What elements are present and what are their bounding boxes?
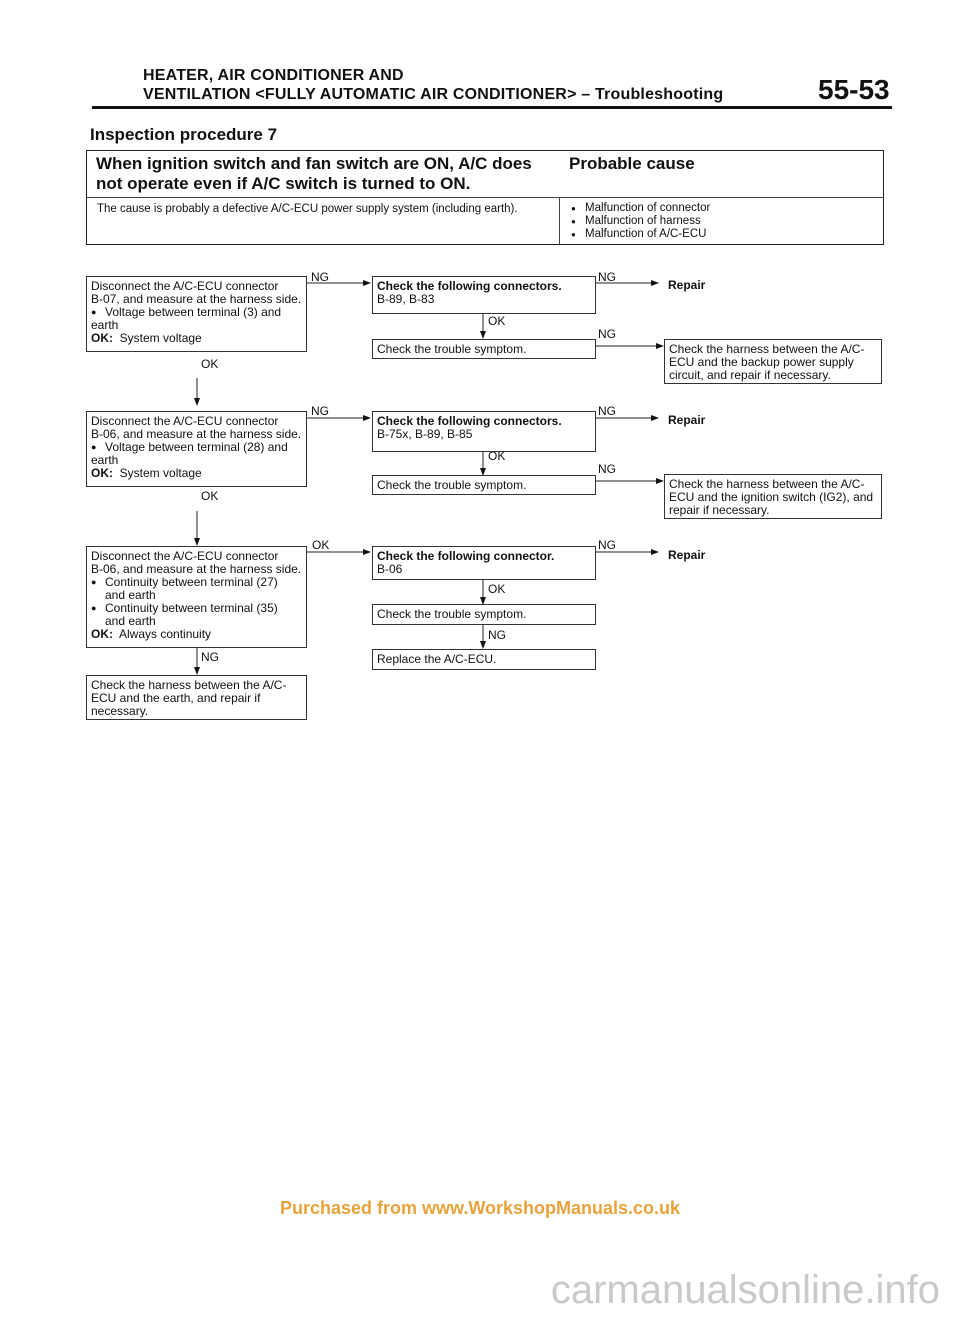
- t1-box: [372, 339, 596, 359]
- c2-title: Check the following connectors.: [377, 414, 562, 428]
- c1-repair: Repair: [668, 278, 706, 292]
- h1-text: Check the harness between the A/C-ECU and the backup power supply circuit, and repair if necessary.: [669, 342, 865, 382]
- step3-title: Disconnect the A/C-ECU connector: [91, 549, 279, 563]
- step2-line2: B-06, and measure at the harness side.: [91, 427, 302, 441]
- step2-ok-value: System voltage: [119, 466, 202, 480]
- step3-bullet2-cont: and earth: [105, 614, 156, 628]
- cause-item: ● Malfunction of A/C-ECU: [569, 228, 710, 241]
- section-title: Inspection procedure 7: [90, 125, 278, 144]
- step2-title: Disconnect the A/C-ECU connector: [91, 414, 279, 428]
- t2-ng-label: NG: [598, 462, 616, 476]
- step2-bullet-cont: earth: [91, 453, 119, 467]
- c3-box: [372, 546, 596, 580]
- t1-text: Check the trouble symptom.: [377, 342, 527, 356]
- c2-repair: Repair: [668, 413, 706, 427]
- footer-watermark: Purchased from www.WorkshopManuals.co.uk: [279, 1198, 681, 1218]
- c2-ng-label: NG: [598, 404, 616, 418]
- c2-box: [372, 411, 596, 452]
- r3-box: [372, 649, 596, 670]
- c3-repair: Repair: [668, 548, 706, 562]
- c3-title: Check the following connector.: [377, 549, 555, 563]
- c3-codes: B-06: [377, 562, 403, 576]
- h2-text: Check the harness between the A/C-ECU and the ignition switch (IG2), and repair if necessary.: [669, 477, 874, 517]
- t3-text: Check the trouble symptom.: [377, 607, 527, 621]
- c1-ok-label: OK: [488, 314, 506, 328]
- h3-text: Check the harness between the A/C-ECU and the earth, and repair if necessary.: [91, 678, 287, 718]
- step3-bullet1: ● Continuity between terminal (27): [91, 576, 302, 589]
- c3-ok-label: OK: [488, 582, 506, 596]
- h3-box: [86, 675, 307, 720]
- step1-bullet: ● Voltage between terminal (3) and: [91, 306, 302, 319]
- step3-bullet2: ● Continuity between terminal (35): [91, 602, 302, 615]
- step3-ok-value: Always continuity: [119, 627, 212, 641]
- c1-box: [372, 276, 596, 314]
- header-line-1: HEATER, AIR CONDITIONER AND: [143, 67, 404, 84]
- step3-line2: B-06, and measure at the harness side.: [91, 562, 302, 576]
- step3-ok-label-flow: OK: [312, 538, 330, 552]
- brand-watermark: carmanualsonline.info: [550, 1268, 940, 1312]
- t2-text: Check the trouble symptom.: [377, 478, 527, 492]
- symptom-description: The cause is probably a defective A/C-ECU power supply system (including earth).: [97, 203, 518, 215]
- c2-codes: B-75x, B-89, B-85: [377, 427, 473, 441]
- header-line-2: VENTILATION <FULLY AUTOMATIC AIR CONDITIONER> – Troubleshooting: [143, 86, 724, 103]
- step1-line2: B-07, and measure at the harness side.: [91, 292, 302, 306]
- page-number: 55-53: [818, 74, 890, 105]
- h2-box: [664, 474, 882, 519]
- step3-box: [86, 546, 307, 648]
- step1-title: Disconnect the A/C-ECU connector: [91, 279, 279, 293]
- cause-item: ● Malfunction of connector: [569, 202, 710, 215]
- t2-box: [372, 475, 596, 495]
- step3-ok-label: OK:: [91, 627, 113, 641]
- c3-ng-label: NG: [598, 538, 616, 552]
- step2-ng-label: NG: [311, 404, 329, 418]
- c2-ok-label: OK: [488, 449, 506, 463]
- step3-bullet1-cont: and earth: [105, 588, 156, 602]
- step2-ok-label: OK:: [91, 466, 113, 480]
- symptom-title: When ignition switch and fan switch are ON, A/C does not operate even if A/C switch is turned to ON.: [96, 154, 532, 193]
- t1-ng-label: NG: [598, 327, 616, 341]
- c1-codes: B-89, B-83: [377, 292, 435, 306]
- h1-box: [664, 339, 882, 384]
- step2-ok-label-flow: OK: [201, 489, 219, 503]
- step2-box: [86, 411, 307, 487]
- r3-text: Replace the A/C-ECU.: [377, 652, 497, 666]
- step1-ng-label: NG: [311, 270, 329, 284]
- t3-ng-label: NG: [488, 628, 506, 642]
- probable-cause-title: Probable cause: [569, 154, 695, 173]
- step1-ok-label-flow: OK: [201, 357, 219, 371]
- step2-bullet: ● Voltage between terminal (28) and: [91, 441, 302, 454]
- t3-box: [372, 604, 596, 625]
- step3-ng-label: NG: [201, 650, 219, 664]
- c1-ng-label: NG: [598, 270, 616, 284]
- step1-box: [86, 276, 307, 352]
- step1-bullet-cont: earth: [91, 318, 119, 332]
- c1-title: Check the following connectors.: [377, 279, 562, 293]
- cause-item: ● Malfunction of harness: [569, 215, 710, 228]
- step1-ok-label: OK:: [91, 331, 113, 345]
- step1-ok-value: System voltage: [119, 331, 202, 345]
